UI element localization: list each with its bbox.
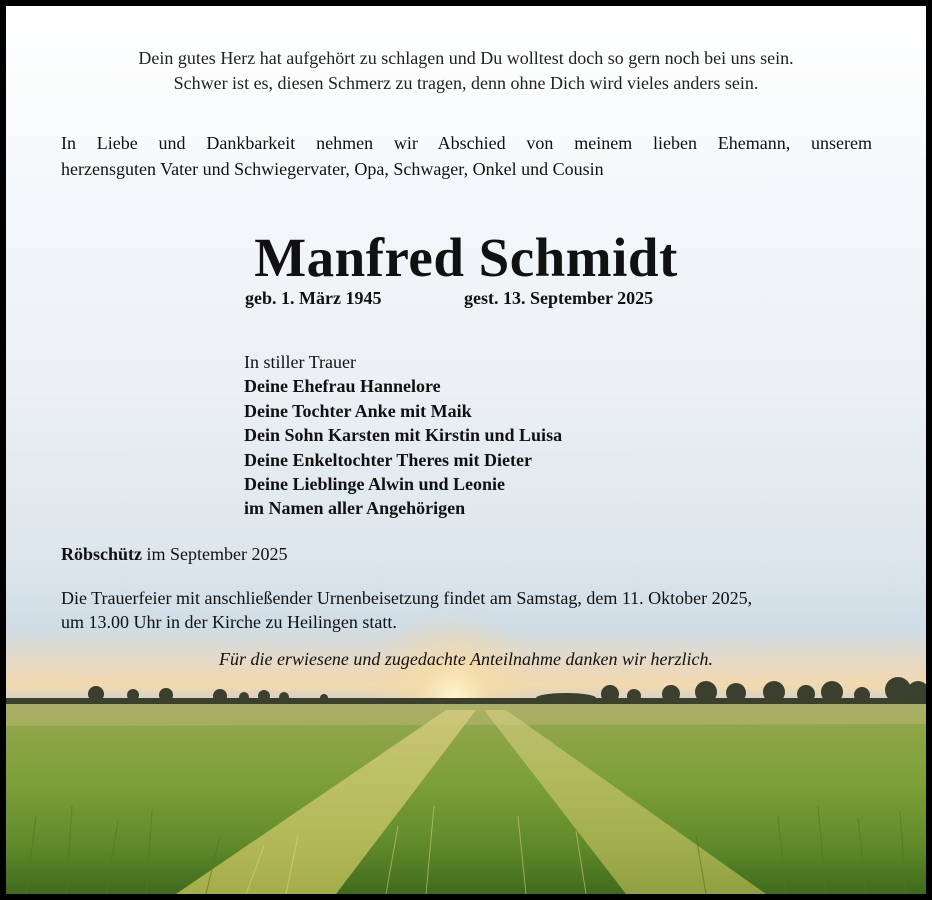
- motto-line-2: Schwer ist es, diesen Schmerz zu tragen, denn ohne Dich wird vieles anders sein.: [173, 73, 759, 93]
- mourner-line: im Namen aller Angehörigen: [244, 498, 466, 519]
- intro-paragraph: [61, 130, 872, 182]
- mourners-list: [244, 350, 562, 521]
- motto-line-1: Dein gutes Herz hat aufgehört zu schlagen und Du wolltest doch so gern noch bei uns sein.: [138, 48, 794, 68]
- deceased-name: Manfred Schmidt: [254, 227, 678, 288]
- intro-line-2: herzensguten Vater und Schwiegervater, Opa, Schwager, Onkel und Cousin: [61, 159, 604, 179]
- mourner-line: Deine Tochter Anke mit Maik: [244, 400, 472, 421]
- mourner-line: Dein Sohn Karsten mit Kirstin und Luisa: [244, 425, 563, 446]
- service-line-2: um 13.00 Uhr in der Kirche zu Heilingen statt.: [61, 612, 397, 632]
- thanks-line: Für die erwiesene und zugedachte Anteilnahme danken wir herzlich.: [218, 649, 714, 669]
- obituary-card: [6, 6, 926, 894]
- birth-date: geb. 1. März 1945: [245, 288, 382, 308]
- place-name: Röbschütz: [61, 544, 143, 564]
- service-line-1: Die Trauerfeier mit anschließender Urnenbeisetzung findet am Samstag, dem 11. Oktober 2025,: [61, 588, 753, 608]
- death-date: gest. 13. September 2025: [464, 288, 654, 308]
- place-date: im September 2025: [146, 544, 288, 564]
- motto-verse: [6, 46, 926, 96]
- place-date-line: [61, 544, 288, 565]
- mourning-intro: In stiller Trauer: [244, 352, 356, 372]
- mourner-line: Deine Enkeltochter Theres mit Dieter: [244, 449, 532, 470]
- mourner-line: Deine Lieblinge Alwin und Leonie: [244, 474, 506, 495]
- funeral-service-info: [61, 586, 752, 634]
- mourner-line: Deine Ehefrau Hannelore: [244, 376, 441, 397]
- intro-line-1: In Liebe und Dankbarkeit nehmen wir Abschied von meinem lieben Ehemann, unserem: [61, 133, 872, 153]
